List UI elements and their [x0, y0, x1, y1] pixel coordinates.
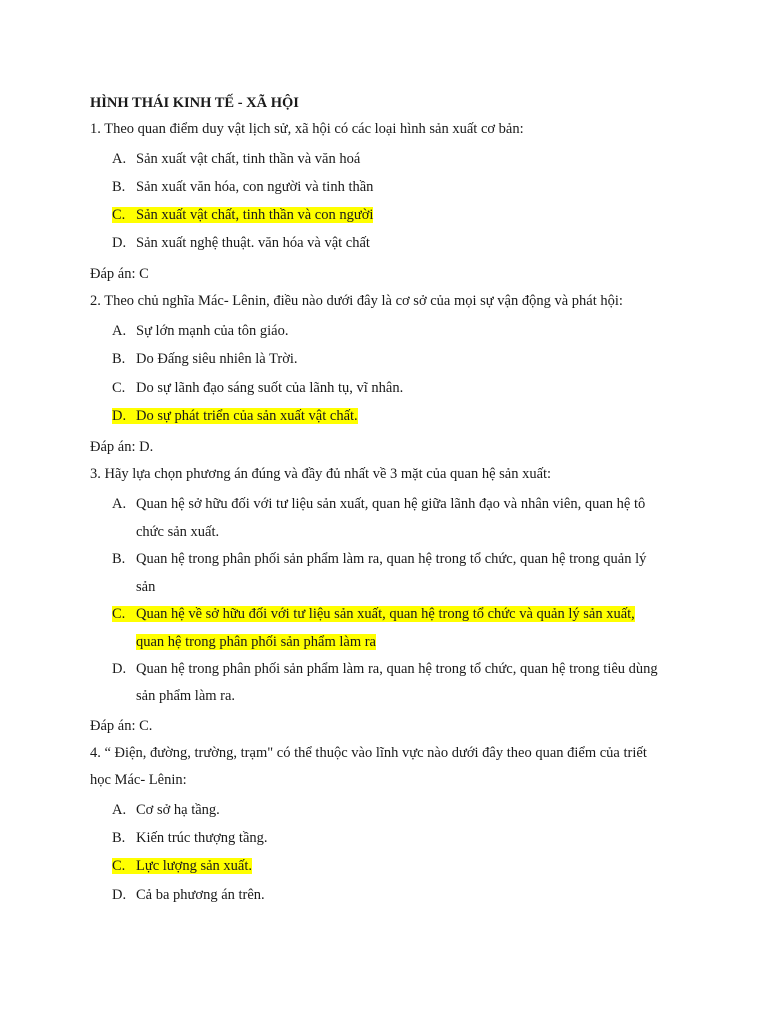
option-letter: D. [112, 661, 127, 677]
q3-option-d-continued: sản phẩm làm ra. [136, 688, 236, 704]
document-title: HÌNH THÁI KINH TẾ - XÃ HỘI [90, 95, 299, 111]
q4-option-d [112, 885, 265, 905]
q3-option-c-continued [136, 632, 376, 652]
question-3-stem: 3. Hãy lựa chọn phương án đúng và đầy đủ nhất về 3 mặt của quan hệ sản xuất: [90, 466, 552, 482]
q4-option-a [112, 800, 220, 820]
option-text: Do Đấng siêu nhiên là Trời. [136, 351, 298, 367]
option-letter: C. [112, 207, 126, 223]
q1-option-b [112, 177, 373, 197]
q2-option-d-highlighted [112, 406, 358, 426]
option-text: Lực lượng sản xuất. [136, 858, 252, 874]
option-text: Kiến trúc thượng tầng. [136, 830, 268, 846]
option-letter: A. [112, 802, 127, 818]
option-letter: B. [112, 179, 126, 195]
q3-option-b [112, 549, 646, 569]
option-text: Sản xuất vật chất, tinh thần và con người [136, 207, 374, 223]
q3-option-d [112, 659, 658, 679]
question-3-answer: Đáp án: C. [90, 718, 153, 734]
q2-option-a [112, 321, 288, 341]
option-letter: D. [112, 408, 127, 424]
option-text: Do sự phát triển của sản xuất vật chất. [136, 408, 358, 424]
option-text: Sự lớn mạnh của tôn giáo. [136, 323, 289, 339]
option-text: Cơ sở hạ tầng. [136, 802, 220, 818]
option-text: Quan hệ trong phân phối sản phẩm làm ra, quan hệ trong tổ chức, quan hệ trong quản lý [136, 551, 647, 567]
q2-option-b [112, 349, 298, 369]
option-text: Do sự lãnh đạo sáng suốt của lãnh tụ, vĩ nhân. [136, 380, 404, 396]
option-letter: A. [112, 151, 127, 167]
q4-option-c-highlighted [112, 856, 252, 876]
option-text: Quan hệ sở hữu đối với tư liệu sản xuất, quan hệ giữa lãnh đạo và nhân viên, quan hệ tô [136, 496, 646, 512]
q1-option-d [112, 233, 370, 253]
q3-option-b-continued: sản [136, 579, 156, 595]
q3-option-a [112, 494, 645, 514]
option-letter: C. [112, 380, 126, 396]
q1-option-c-highlighted [112, 205, 373, 225]
option-letter: D. [112, 235, 127, 251]
question-2-answer: Đáp án: D. [90, 439, 154, 455]
question-4-stem-continued: học Mác- Lênin: [90, 772, 187, 788]
option-text: Sản xuất vật chất, tinh thần và văn hoá [136, 151, 361, 167]
option-text: Cả ba phương án trên. [136, 887, 265, 903]
option-letter: A. [112, 323, 127, 339]
q3-option-a-continued: chức sản xuất. [136, 524, 220, 540]
option-letter: C. [112, 606, 126, 622]
option-letter: C. [112, 858, 126, 874]
option-text: Sản xuất văn hóa, con người và tinh thần [136, 179, 374, 195]
option-text: Quan hệ trong phân phối sản phẩm làm ra, quan hệ trong tổ chức, quan hệ trong tiêu dùng [136, 661, 658, 677]
question-2-stem: 2. Theo chủ nghĩa Mác- Lênin, điều nào dưới đây là cơ sở của mọi sự vận động và phát hội: [90, 293, 623, 309]
q4-option-b [112, 828, 268, 848]
question-1-answer: Đáp án: C [90, 266, 149, 282]
option-letter: B. [112, 830, 126, 846]
highlighted-text: quan hệ trong phân phối sản phẩm làm ra [136, 634, 376, 650]
q3-option-c-highlighted [112, 604, 635, 624]
q2-option-c [112, 378, 403, 398]
question-1-stem: 1. Theo quan điểm duy vật lịch sử, xã hội có các loại hình sản xuất cơ bản: [90, 121, 524, 137]
q1-option-a [112, 149, 360, 169]
option-text: Quan hệ về sở hữu đối với tư liệu sản xuất, quan hệ trong tổ chức và quản lý sản xuất, [136, 606, 635, 622]
option-text: Sản xuất nghệ thuật. văn hóa và vật chất [136, 235, 370, 251]
option-letter: A. [112, 496, 127, 512]
option-letter: B. [112, 551, 126, 567]
question-4-stem: 4. “ Điện, đường, trường, trạm" có thể thuộc vào lĩnh vực nào dưới đây theo quan điểm của triết [90, 745, 647, 761]
option-letter: D. [112, 887, 127, 903]
option-letter: B. [112, 351, 126, 367]
